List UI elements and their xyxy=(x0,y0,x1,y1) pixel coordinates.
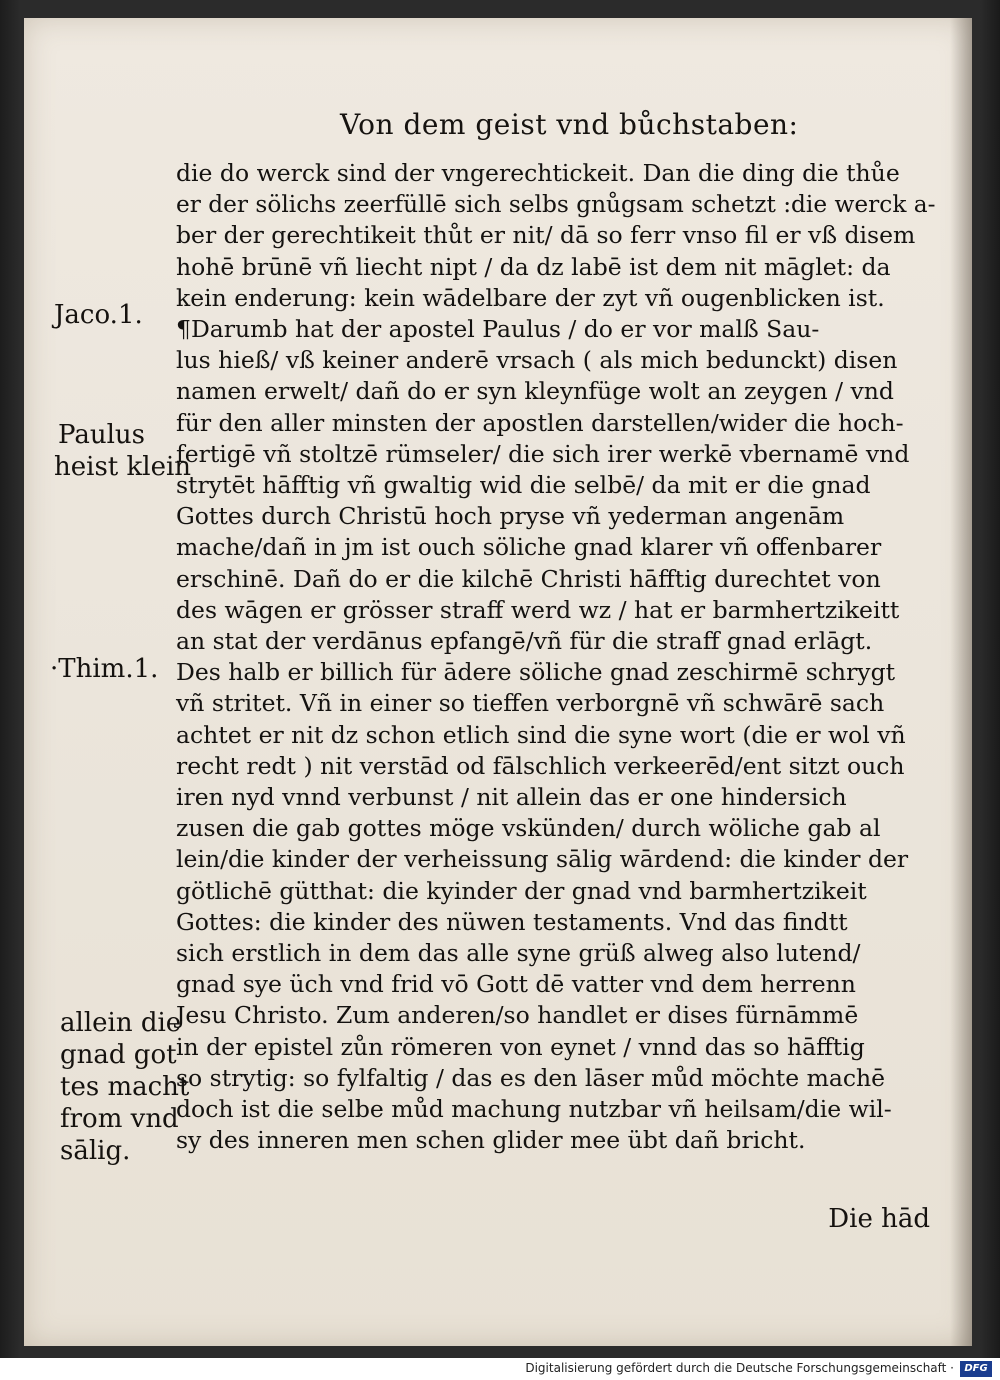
text-line: doch ist die selbe můd machung nutzbar vñ heilsam/die wil- xyxy=(176,1095,892,1124)
text-line: achtet er nit dz schon etlich sind die syne wort (die er wol vñ xyxy=(176,720,906,749)
text-line: kein enderung: kein wādelbare der zyt vñ ougenblicken ist. xyxy=(176,283,885,312)
text-line: in der epistel zůn römeren von eynet / vnnd das so hāfftig xyxy=(176,1032,865,1061)
margin-gloss-allein-2: gnad got xyxy=(60,1040,177,1070)
text-line: iren nyd vnnd verbunst / nit allein das er one hindersich xyxy=(176,783,847,812)
text-line: sich erstlich in dem das alle syne grüß alweg also lutend/ xyxy=(176,939,861,968)
margin-gloss-thim: ·Thim.1. xyxy=(50,654,159,684)
margin-gloss-paulus-2: heist klein xyxy=(54,452,192,482)
margin-gloss-allein-4: from vnd xyxy=(60,1104,179,1134)
funding-credit: Digitalisierung gefördert durch die Deutsche Forschungsgemeinschaft · xyxy=(525,1361,954,1375)
text-line: hohē brūnē vñ liecht nipt / da dz labē ist dem nit māglet: da xyxy=(176,252,891,281)
text-line: so strytig: so fylfaltig / das es den lāser můd möchte machē xyxy=(176,1063,886,1092)
text-line: vñ stritet. Vñ in einer so tieffen verborgnē vñ schwārē sach xyxy=(176,689,885,718)
text-line: Gottes durch Christū hoch pryse vñ yederman angenām xyxy=(176,502,845,531)
text-line: götlichē gütthat: die kyinder der gnad vnd barmhertzikeit xyxy=(176,876,867,905)
text-line: lus hieß/ vß keiner anderē vrsach ( als mich bedunckt) disen xyxy=(176,346,898,375)
text-line: namen erwelt/ dañ do er syn kleynfüge wolt an zeygen / vnd xyxy=(176,377,894,406)
margin-gloss-paulus-1: Paulus xyxy=(58,420,145,450)
text-line: des wāgen er grösser straff werd wz / hat er barmhertzikeitt xyxy=(176,595,900,624)
text-line: recht redt ) nit verstād od fālschlich verkeerēd/ent sitzt ouch xyxy=(176,751,905,780)
text-line: zusen die gab gottes möge vskünden/ durch wöliche gab al xyxy=(176,814,881,843)
body-text xyxy=(176,158,936,1157)
text-line: Des halb er billich für ādere söliche gnad zeschirmē schrygt xyxy=(176,658,896,687)
text-line: die do werck sind der vngerechtickeit. Dan die ding die thůe xyxy=(176,159,900,187)
text-line: sy des inneren men schen glider mee übt dañ bricht. xyxy=(176,1126,806,1155)
margin-gloss-allein-1: allein die xyxy=(60,1008,182,1038)
text-line: für den aller minsten der apostlen darstellen/wider die hoch- xyxy=(176,408,904,437)
margin-gloss-jaco: Jaco.1. xyxy=(54,300,143,330)
margin-gloss-allein-3: tes macht xyxy=(60,1072,190,1102)
text-line: mache/dañ in jm ist ouch söliche gnad klarer vñ offenbarer xyxy=(176,533,882,562)
text-line: fertigē vñ stoltzē rümseler/ die sich irer werkē vbernamē vnd xyxy=(176,439,910,468)
catchword: Die hād xyxy=(828,1204,930,1234)
margin-gloss-allein-5: sālig. xyxy=(60,1136,131,1166)
text-line: gnad sye üch vnd frid vō Gott dē vatter vnd dem herrenn xyxy=(176,970,856,999)
text-line: an stat der verdānus epfangē/vñ für die straff gnad erlāgt. xyxy=(176,627,873,656)
book-page xyxy=(24,18,972,1346)
text-line: lein/die kinder der verheissung sālig wārdend: die kinder der xyxy=(176,845,909,874)
running-head: Von dem geist vnd bůchstaben: xyxy=(340,108,799,141)
text-line: er der sölichs zeerfüllē sich selbs gnůgsam schetzt :die werck a- xyxy=(176,190,936,219)
text-line: ¶Darumb hat der apostel Paulus / do er vor malß Sau- xyxy=(176,315,820,344)
page-edge-shadow xyxy=(950,18,972,1346)
text-line: Jesu Christo. Zum anderen/so handlet er dises fürnāmmē xyxy=(176,1001,859,1030)
text-line: ber der gerechtikeit thůt er nit/ dā so ferr vnso fil er vß disem xyxy=(176,221,916,250)
text-line: erschinē. Dañ do er die kilchē Christi hāfftig durechtet von xyxy=(176,564,881,593)
text-line: Gottes: die kinder des nüwen testaments. Vnd das findtt xyxy=(176,907,848,936)
dfg-logo: DFG xyxy=(960,1361,992,1377)
text-line: strytēt hāfftig vñ gwaltig wid die selbē/ da mit er die gnad xyxy=(176,471,871,500)
footer-bar xyxy=(0,1358,1000,1380)
